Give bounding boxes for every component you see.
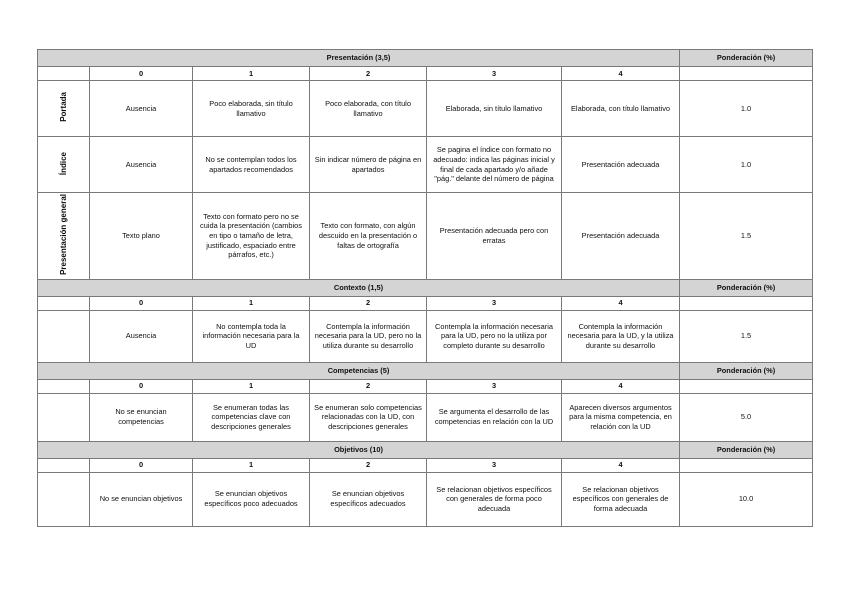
criterion-row bbox=[38, 193, 813, 280]
criterion-row bbox=[38, 137, 813, 193]
weight-header: Ponderación (%) bbox=[680, 50, 813, 67]
level-header: 2 bbox=[310, 296, 427, 310]
rubric-body bbox=[38, 50, 813, 527]
descriptor-cell: Se enumeran solo competencias relacionadas con la UD, con descripciones generales bbox=[310, 393, 427, 441]
descriptor-cell: Presentación adecuada pero con erratas bbox=[427, 193, 562, 280]
descriptor-cell: Poco elaborada, sin título llamativo bbox=[193, 81, 310, 137]
criterion-label-cell bbox=[38, 193, 90, 280]
weight-value: 1.5 bbox=[680, 310, 813, 362]
criterion-label: Índice bbox=[58, 151, 68, 175]
level-header: 3 bbox=[427, 458, 562, 472]
level-header: 1 bbox=[193, 296, 310, 310]
descriptor-cell: No se enuncian objetivos bbox=[90, 472, 193, 526]
levels-row bbox=[38, 379, 813, 393]
descriptor-cell: Presentación adecuada bbox=[562, 137, 680, 193]
descriptor-cell: Ausencia bbox=[90, 137, 193, 193]
descriptor-cell: Contempla la información necesaria para la UD, pero no la utiliza durante su desarrollo bbox=[310, 310, 427, 362]
levels-row bbox=[38, 296, 813, 310]
criterion-label: Portada bbox=[58, 92, 68, 123]
descriptor-cell: Se enuncian objetivos específicos adecuados bbox=[310, 472, 427, 526]
level-header: 4 bbox=[562, 296, 680, 310]
descriptor-cell: Elaborada, sin título llamativo bbox=[427, 81, 562, 137]
criterion-row bbox=[38, 472, 813, 526]
criterion-label-cell bbox=[38, 472, 90, 526]
level-header: 1 bbox=[193, 379, 310, 393]
section-title: Objetivos (10) bbox=[38, 441, 680, 458]
level-header: 1 bbox=[193, 67, 310, 81]
descriptor-cell: Contempla la información necesaria para la UD, pero no la utiliza por completo durante su desarrollo bbox=[427, 310, 562, 362]
section-title: Competencias (5) bbox=[38, 362, 680, 379]
weight-header: Ponderación (%) bbox=[680, 362, 813, 379]
descriptor-cell: Texto plano bbox=[90, 193, 193, 280]
descriptor-cell: Texto con formato, con algún descuido en la presentación o faltas de ortografía bbox=[310, 193, 427, 280]
levels-row bbox=[38, 458, 813, 472]
descriptor-cell: Presentación adecuada bbox=[562, 193, 680, 280]
weight-value: 10.0 bbox=[680, 472, 813, 526]
weight-header: Ponderación (%) bbox=[680, 279, 813, 296]
criterion-label: Presentación general bbox=[58, 194, 68, 275]
level-header: 4 bbox=[562, 458, 680, 472]
level-header: 2 bbox=[310, 67, 427, 81]
levels-row-spacer bbox=[38, 296, 90, 310]
descriptor-cell: No contempla toda la información necesaria para la UD bbox=[193, 310, 310, 362]
weight-header: Ponderación (%) bbox=[680, 441, 813, 458]
criterion-label-cell bbox=[38, 393, 90, 441]
descriptor-cell: Sin indicar número de página en apartados bbox=[310, 137, 427, 193]
descriptor-cell: Elaborada, con título llamativo bbox=[562, 81, 680, 137]
levels-row-spacer bbox=[38, 379, 90, 393]
descriptor-cell: Aparecen diversos argumentos para la misma competencia, en relación con la UD bbox=[562, 393, 680, 441]
criterion-row bbox=[38, 393, 813, 441]
criterion-label-cell bbox=[38, 81, 90, 137]
levels-row-spacer bbox=[38, 458, 90, 472]
section-title: Presentación (3,5) bbox=[38, 50, 680, 67]
descriptor-cell: No se contemplan todos los apartados recomendados bbox=[193, 137, 310, 193]
level-header: 0 bbox=[90, 296, 193, 310]
section-header-row bbox=[38, 362, 813, 379]
descriptor-cell: Se argumenta el desarrollo de las competencias en relación con la UD bbox=[427, 393, 562, 441]
descriptor-cell: Se enumeran todas las competencias clave con descripciones generales bbox=[193, 393, 310, 441]
descriptor-cell: Se relacionan objetivos específicos con generales de forma poco adecuada bbox=[427, 472, 562, 526]
rubric-table bbox=[37, 49, 813, 527]
level-header: 2 bbox=[310, 379, 427, 393]
weight-value: 1.5 bbox=[680, 193, 813, 280]
level-header: 3 bbox=[427, 67, 562, 81]
levels-weight-spacer bbox=[680, 67, 813, 81]
descriptor-cell: Texto con formato pero no se cuida la presentación (cambios en tipo o tamaño de letra, justificado, espaciado entre párrafos, etc.) bbox=[193, 193, 310, 280]
descriptor-cell: Se enuncian objetivos específicos poco adecuados bbox=[193, 472, 310, 526]
descriptor-cell: Ausencia bbox=[90, 81, 193, 137]
levels-row bbox=[38, 67, 813, 81]
weight-value: 1.0 bbox=[680, 81, 813, 137]
section-header-row bbox=[38, 279, 813, 296]
descriptor-cell: Ausencia bbox=[90, 310, 193, 362]
criterion-row bbox=[38, 310, 813, 362]
descriptor-cell: Se pagina el índice con formato no adecuado: indica las páginas inicial y final de cada apartado y/o añade "pág." delante del número de página bbox=[427, 137, 562, 193]
level-header: 2 bbox=[310, 458, 427, 472]
section-header-row bbox=[38, 50, 813, 67]
levels-row-spacer bbox=[38, 67, 90, 81]
levels-weight-spacer bbox=[680, 379, 813, 393]
level-header: 0 bbox=[90, 458, 193, 472]
level-header: 0 bbox=[90, 67, 193, 81]
levels-weight-spacer bbox=[680, 458, 813, 472]
weight-value: 1.0 bbox=[680, 137, 813, 193]
descriptor-cell: Contempla la información necesaria para la UD, y la utiliza durante su desarrollo bbox=[562, 310, 680, 362]
weight-value: 5.0 bbox=[680, 393, 813, 441]
section-title: Contexto (1,5) bbox=[38, 279, 680, 296]
level-header: 1 bbox=[193, 458, 310, 472]
level-header: 3 bbox=[427, 296, 562, 310]
level-header: 4 bbox=[562, 67, 680, 81]
criterion-label-cell bbox=[38, 310, 90, 362]
descriptor-cell: Se relacionan objetivos específicos con generales de forma adecuada bbox=[562, 472, 680, 526]
level-header: 0 bbox=[90, 379, 193, 393]
section-header-row bbox=[38, 441, 813, 458]
level-header: 3 bbox=[427, 379, 562, 393]
descriptor-cell: No se enuncian competencias bbox=[90, 393, 193, 441]
criterion-label-cell bbox=[38, 137, 90, 193]
levels-weight-spacer bbox=[680, 296, 813, 310]
criterion-row bbox=[38, 81, 813, 137]
descriptor-cell: Poco elaborada, con título llamativo bbox=[310, 81, 427, 137]
level-header: 4 bbox=[562, 379, 680, 393]
